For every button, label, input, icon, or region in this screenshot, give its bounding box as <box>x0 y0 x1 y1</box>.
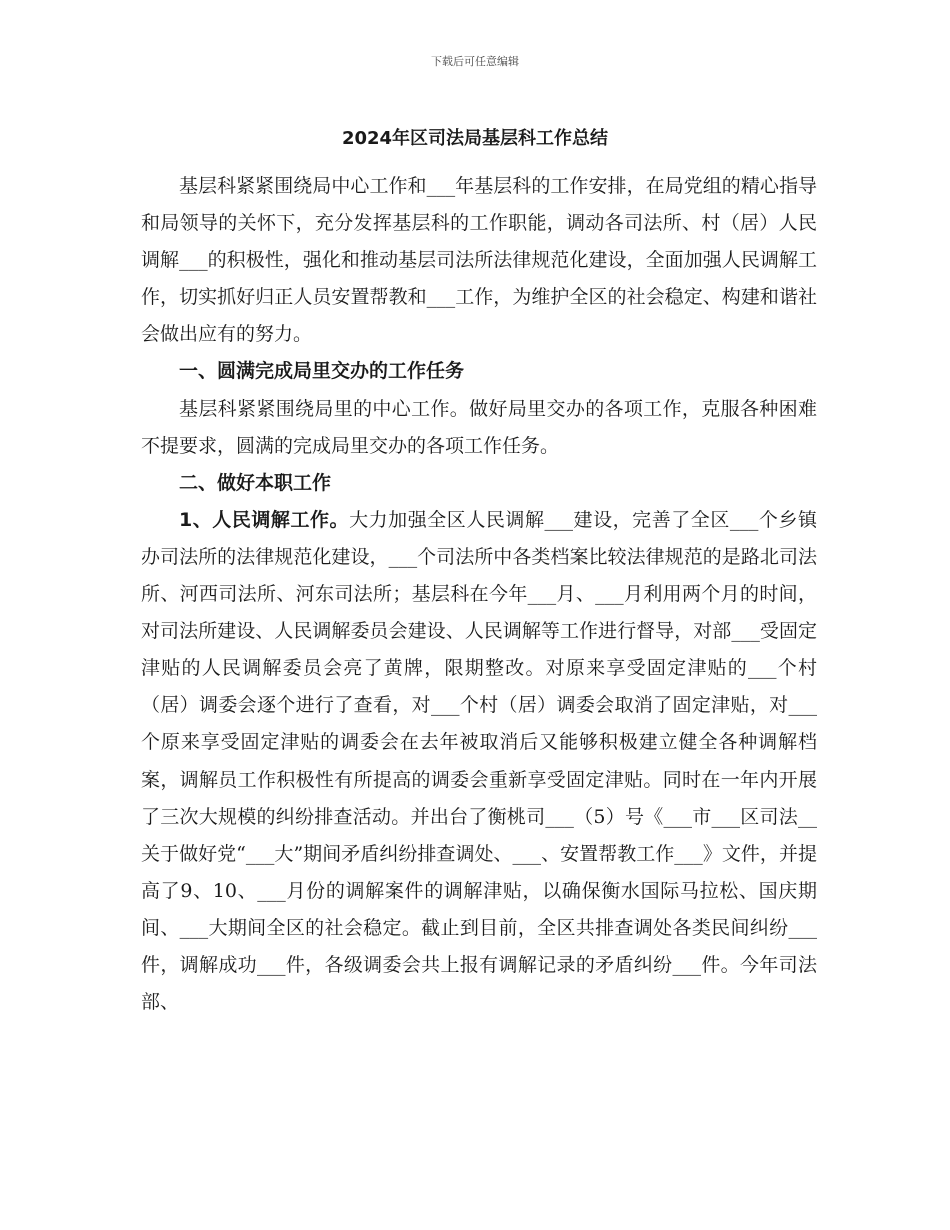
document-title: 2024年区司法局基层科工作总结 <box>341 128 609 149</box>
section-heading-1: 一、圆满完成局里交办的工作任务 <box>179 360 465 383</box>
section-heading-2: 二、做好本职工作 <box>179 471 332 494</box>
section-1-paragraph: 基层科紧紧围绕局里的中心工作。做好局里交办的各项工作，克服各种困难不提要求，圆满的完成局里交办的各项工作任务。 <box>141 397 817 457</box>
page-header-note: 下载后可任意编辑 <box>431 55 519 68</box>
item-1-paragraph <box>141 502 817 1021</box>
intro-paragraph: 基层科紧紧围绕局中心工作和___年基层科的工作安排，在局党组的精心指导和局领导的关怀下，充分发挥基层科的工作职能，调动各司法所、村（居）人民调解___的积极性，强化和推动基层司法所法律规范化建设，全面加强人民调解工作，切实抓好归正人员安置帮教和___工作，为维护全区的社会稳定、构建和谐社会做出应有的努力。 <box>141 175 817 346</box>
item-1-lead: 1、人民调解工作。 <box>179 508 350 531</box>
document-body <box>141 168 817 1021</box>
item-1-text: 大力加强全区人民调解___建设，完善了全区___个乡镇办司法所的法律规范化建设，___个司法所中各类档案比较法律规范的是路北司法所、河西司法所、河东司法所；基层科在今年___月、___月利用两个月的时间，对司法所建设、人民调解委员会建设、人民调解等工作进行督导，对部___受固定津贴的人民调解委员会亮了黄牌，限期整改。对原来享受固定津贴的___个村（居）调委会逐个进行了查看，对___个村（居）调委会取消了固定津贴，对___个原来享受固定津贴的调委会在去年被取消后又能够积极建立健全各种调解档案，调解员工作积极性有所提高的调委会重新享受固定津贴。同时在一年内开展了三次大规模的纠纷排查活动。并出台了衡桃司___（5）号《___市___区司法__关于做好党“___大”期间矛盾纠纷排查调处、___、安置帮教工作___》文件，并提高了9、10、___月份的调解案件的调解津贴，以确保衡水国际马拉松、国庆期间、___大期间全区的社会稳定。截止到目前，全区共排查调处各类民间纠纷___件，调解成功___件，各级调委会共上报有调解记录的矛盾纠纷___件。今年司法部、 <box>141 508 817 1014</box>
